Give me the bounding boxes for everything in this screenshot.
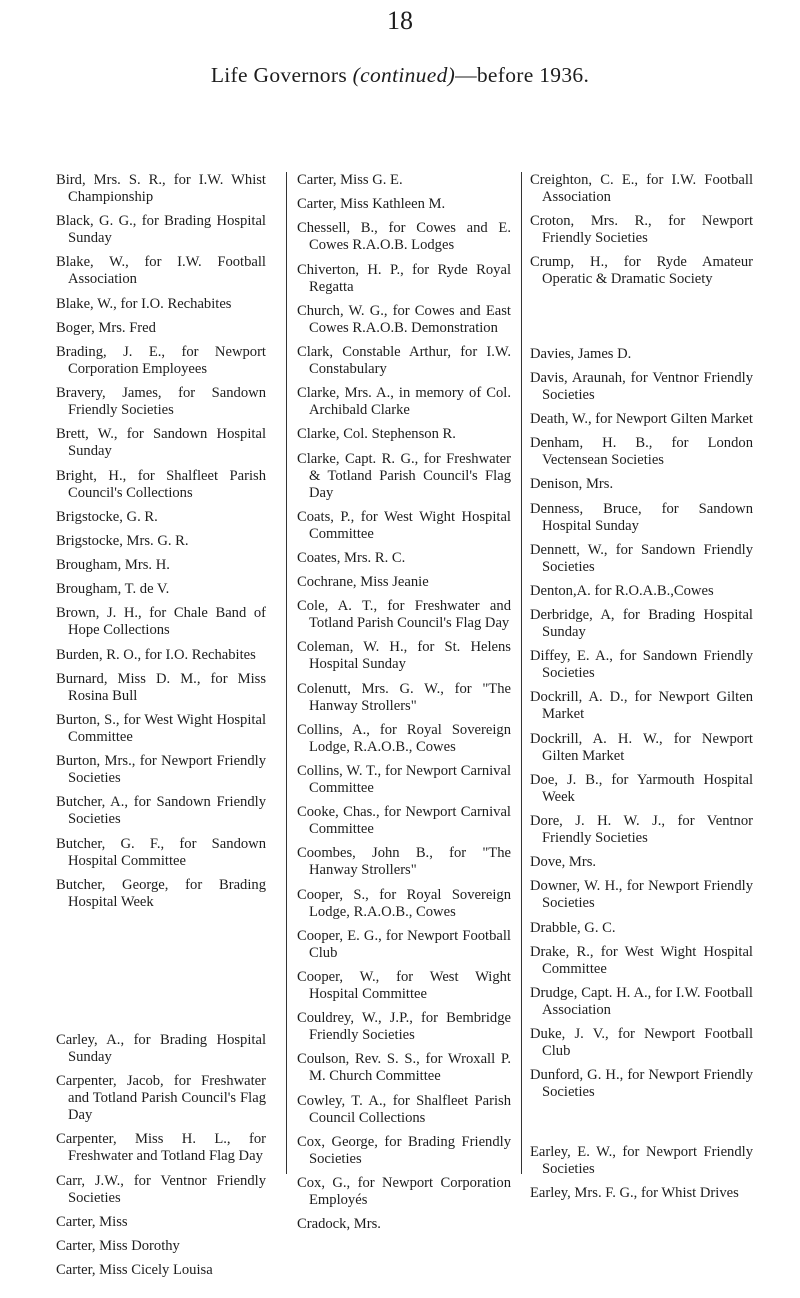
governor-entry: Dennett, W., for Sandown Friendly Societies: [530, 541, 753, 575]
governor-entry: Drudge, Capt. H. A., for I.W. Football Association: [530, 984, 753, 1018]
governor-entry: Carter, Miss G. E.: [297, 172, 403, 188]
governor-entry: Denham, H. B., for London Vectensean Societies: [530, 435, 753, 469]
governor-entry: Carr, J.W., for Ventnor Friendly Societies: [56, 1172, 266, 1206]
governor-entry: Boger, Mrs. Fred: [56, 319, 156, 336]
governor-entry: Cochrane, Miss Jeanie: [297, 574, 429, 591]
governor-entry: Burton, S., for West Wight Hospital Committee: [56, 712, 266, 745]
governor-entry: Denison, Mrs.: [530, 476, 614, 493]
governor-entry: Burden, R. O., for I.O. Rechabites: [56, 646, 256, 663]
governor-entry: Brown, J. H., for Chale Band of Hope Collections: [56, 605, 266, 639]
governor-entry: Carpenter, Miss H. L., for Freshwater and Totland Flag Day: [56, 1131, 266, 1165]
governor-entry: Dove, Mrs.: [530, 854, 597, 871]
governor-entry: Clarke, Col. Stephenson R.: [297, 426, 456, 443]
governor-entry: Dockrill, A. H. W., for Newport Gilten Market: [530, 730, 753, 764]
governor-entry: Dore, J. H. W. J., for Ventnor Friendly Societies: [530, 813, 753, 846]
title-italic: (continued): [352, 63, 456, 87]
governor-entry: Duke, J. V., for Newport Football Club: [530, 1026, 753, 1060]
governor-entry: Cole, A. T., for Freshwater and Totland Parish Council's Flag Day: [297, 598, 511, 632]
governor-entry: Cox, G., for Newport Corporation Employés: [297, 1174, 511, 1208]
governor-entry: Cooper, S., for Royal Sovereign Lodge, R.A.O.B., Cowes: [297, 886, 511, 920]
governor-entry: Cooper, E. G., for Newport Football Club: [297, 927, 511, 961]
governor-entry: Collins, W. T., for Newport Carnival Committee: [297, 763, 511, 796]
governor-entry: Church, W. G., for Cowes and East Cowes R.A.O.B. Demonstration: [297, 302, 511, 336]
governor-entry: Brigstocke, Mrs. G. R.: [56, 532, 189, 549]
governor-entry: Butcher, G. F., for Sandown Hospital Committee: [56, 835, 266, 869]
page-title: [0, 63, 800, 88]
governor-entry: Death, W., for Newport Gilten Market: [530, 410, 753, 427]
governor-entry: Burton, Mrs., for Newport Friendly Societies: [56, 753, 266, 787]
governor-entry: Black, G. G., for Brading Hospital Sunday: [56, 213, 266, 247]
column-2: [286, 172, 511, 1233]
governor-entry: Davis, Araunah, for Ventnor Friendly Societies: [530, 369, 753, 403]
governor-entry: Denness, Bruce, for Sandown Hospital Sunday: [530, 500, 753, 534]
governor-entry: Earley, Mrs. F. G., for Whist Drives: [530, 1184, 739, 1201]
governor-entry: Carter, Miss Cicely Louisa: [56, 1262, 213, 1279]
governor-entry: Cowley, T. A., for Shalfleet Parish Council Collections: [297, 1092, 511, 1126]
governor-entry: Brougham, Mrs. H.: [56, 557, 170, 574]
governor-entry: Croton, Mrs. R., for Newport Friendly Societies: [530, 213, 753, 247]
governor-entry: Downer, W. H., for Newport Friendly Societies: [530, 878, 753, 912]
governor-entry: Collins, A., for Royal Sovereign Lodge, R.A.O.B., Cowes: [297, 721, 511, 755]
governor-entry: Bravery, James, for Sandown Friendly Societies: [56, 385, 266, 419]
governor-entry: Dockrill, A. D., for Newport Gilten Market: [530, 689, 753, 723]
page-number: 18: [387, 6, 413, 35]
governor-entry: Bird, Mrs. S. R., for I.W. Whist Championship: [56, 172, 266, 205]
governor-entry: Clarke, Mrs. A., in memory of Col. Archibald Clarke: [297, 385, 511, 419]
governor-entry: Burnard, Miss D. M., for Miss Rosina Bull: [56, 670, 266, 704]
governor-entry: Butcher, George, for Brading Hospital Week: [56, 876, 266, 910]
governor-entry: Blake, W., for I.O. Rechabites: [56, 295, 232, 312]
governor-entry: Dunford, G. H., for Newport Friendly Societies: [530, 1067, 753, 1101]
governor-entry: Chessell, B., for Cowes and E. Cowes R.A.O.B. Lodges: [297, 220, 511, 254]
section-gap: [530, 1109, 753, 1144]
governor-entry: Earley, E. W., for Newport Friendly Societies: [530, 1143, 753, 1177]
governor-entry: Carter, Miss Dorothy: [56, 1237, 180, 1254]
governor-entry: Diffey, E. A., for Sandown Friendly Societies: [530, 648, 753, 682]
governor-entry: Derbridge, A, for Brading Hospital Sunday: [530, 607, 753, 641]
governor-entry: Bright, H., for Shalfleet Parish Council's Collections: [56, 467, 266, 501]
governor-entry: Doe, J. B., for Yarmouth Hospital Week: [530, 771, 753, 805]
governor-entry: Denton,A. for R.O.A.B.,Cowes: [530, 582, 714, 599]
governor-entry: Crump, H., for Ryde Amateur Operatic & Dramatic Society: [530, 254, 753, 288]
governor-entry: Coombes, John B., for "The Hanway Strollers": [297, 845, 511, 879]
governor-entry: Chiverton, H. P., for Ryde Royal Regatta: [297, 261, 511, 295]
governor-entry: Cradock, Mrs.: [297, 1216, 381, 1233]
governor-entry: Colenutt, Mrs. G. W., for "The Hanway Strollers": [297, 680, 511, 714]
title-rest: —before 1936.: [455, 63, 590, 87]
governor-entry: Clarke, Capt. R. G., for Freshwater & Totland Parish Council's Flag Day: [297, 450, 511, 501]
governor-entry: Brougham, T. de V.: [56, 581, 170, 598]
column-3: [521, 172, 753, 1201]
governor-entry: Cooper, W., for West Wight Hospital Committee: [297, 968, 511, 1002]
governor-entry: Coleman, W. H., for St. Helens Hospital Sunday: [297, 639, 511, 673]
title-main: Life Governors: [210, 63, 353, 87]
governor-entry: Davies, James D.: [530, 345, 632, 362]
governor-entry: Brigstocke, G. R.: [56, 508, 158, 525]
governor-entry: Coats, P., for West Wight Hospital Committee: [297, 508, 511, 542]
governor-entry: Butcher, A., for Sandown Friendly Societies: [56, 794, 266, 828]
governor-entry: Cooke, Chas., for Newport Carnival Committee: [297, 804, 511, 838]
governor-entry: Creighton, C. E., for I.W. Football Association: [530, 172, 753, 205]
governor-entry: Coulson, Rev. S. S., for Wroxall P. M. Church Committee: [297, 1051, 511, 1085]
governor-entry: Carter, Miss Kathleen M.: [297, 196, 446, 213]
governor-entry: Carter, Miss: [56, 1213, 128, 1230]
governor-entry: Couldrey, W., J.P., for Bembridge Friendly Societies: [297, 1010, 511, 1044]
governor-entry: Brading, J. E., for Newport Corporation Employees: [56, 343, 266, 377]
governor-entry: Cox, George, for Brading Friendly Societies: [297, 1133, 511, 1167]
section-gap: [56, 918, 266, 1032]
governor-entry: Brett, W., for Sandown Hospital Sunday: [56, 426, 266, 460]
governor-entry: Blake, W., for I.W. Football Association: [56, 254, 266, 288]
governor-entry: Clark, Constable Arthur, for I.W. Constabulary: [297, 343, 511, 377]
governor-entry: Carley, A., for Brading Hospital Sunday: [56, 1031, 266, 1065]
column-1: [56, 172, 266, 1286]
governor-entry: Coates, Mrs. R. C.: [297, 549, 406, 566]
governor-entry: Carpenter, Jacob, for Freshwater and Totland Parish Council's Flag Day: [56, 1073, 266, 1124]
section-gap: [530, 296, 753, 346]
governor-entry: Drake, R., for West Wight Hospital Committee: [530, 943, 753, 977]
governor-entry: Drabble, G. C.: [530, 919, 616, 936]
